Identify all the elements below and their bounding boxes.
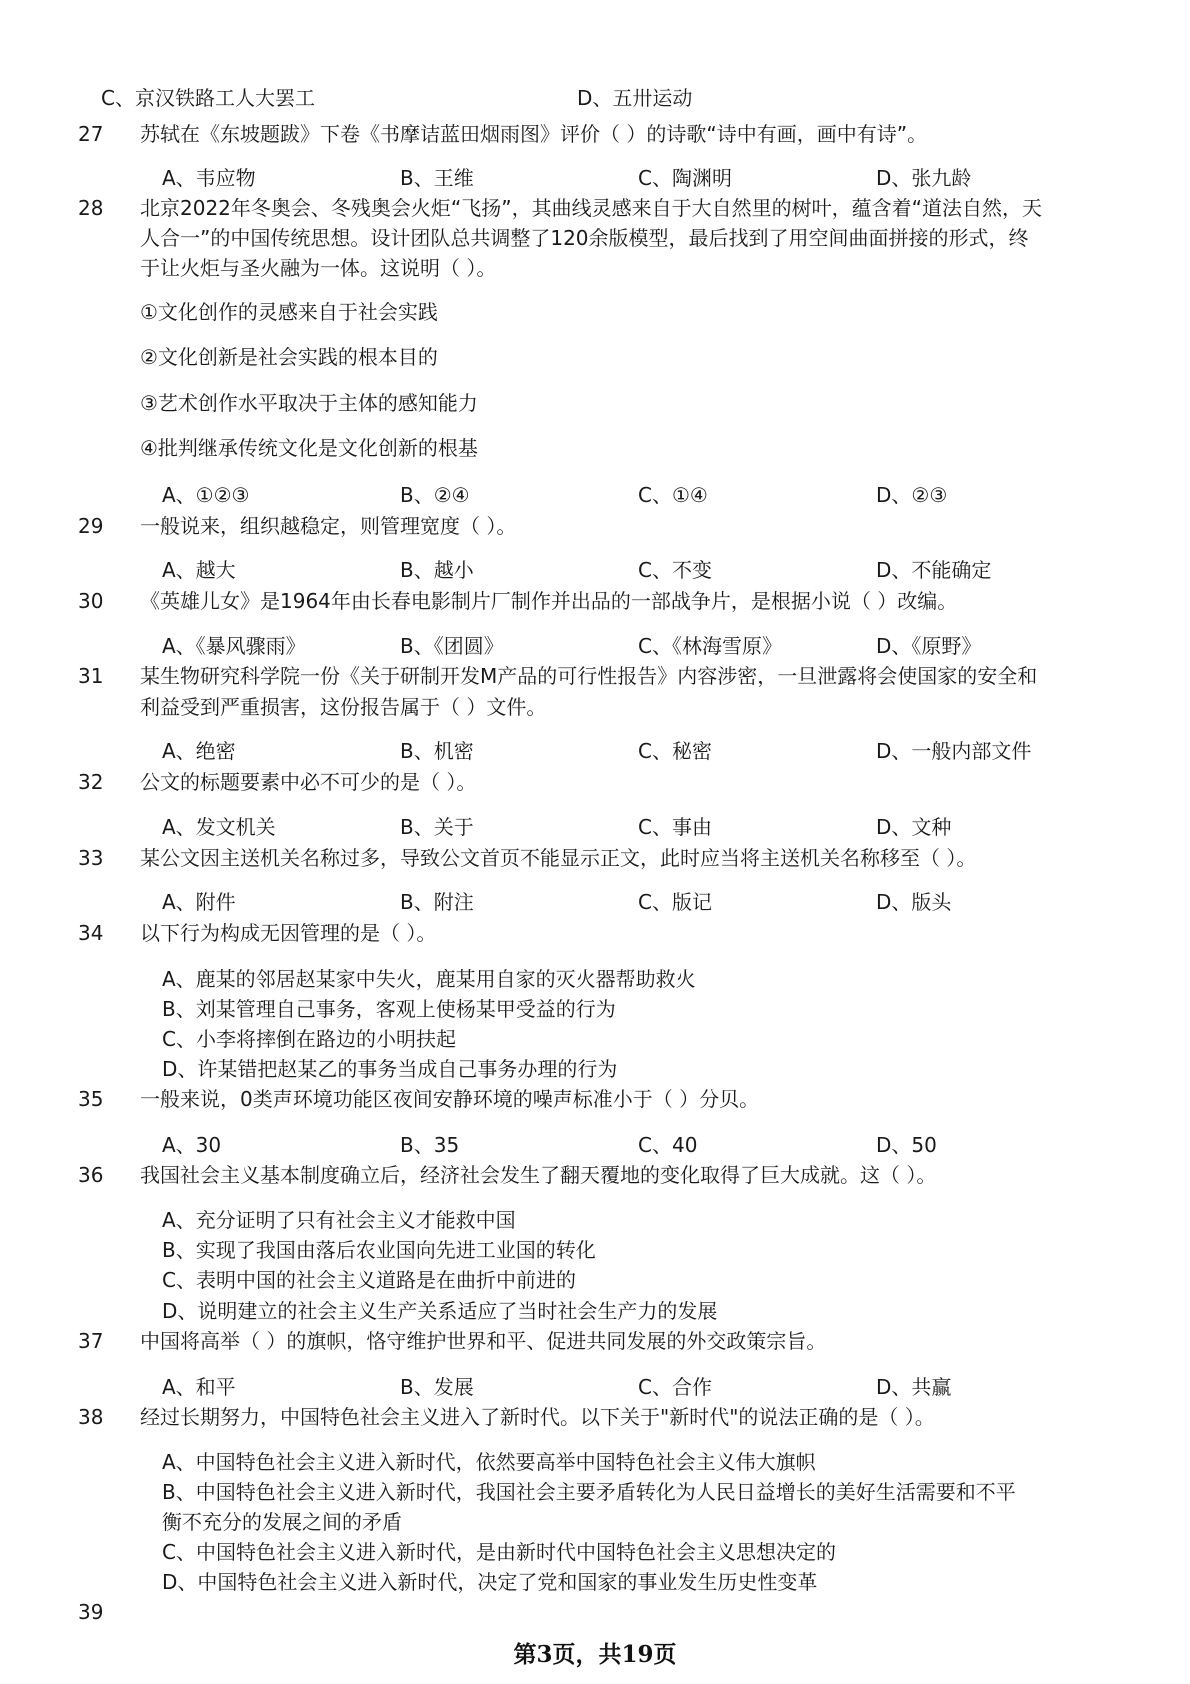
option-b: B、王维 bbox=[400, 166, 474, 190]
option-b: B、附注 bbox=[400, 890, 474, 914]
question-number: 37 bbox=[78, 1329, 104, 1353]
question-number: 34 bbox=[78, 921, 104, 945]
option-b: B、关于 bbox=[400, 815, 474, 839]
question-number: 33 bbox=[78, 846, 104, 870]
option-a: A、充分证明了只有社会主义才能救中国 bbox=[162, 1208, 516, 1232]
option-b: B、发展 bbox=[400, 1375, 474, 1399]
statement-text: ③艺术创作水平取决于主体的感知能力 bbox=[140, 391, 478, 415]
option-d: D、文种 bbox=[876, 815, 952, 839]
question-stem: 公文的标题要素中必不可少的是（ ）。 bbox=[140, 770, 477, 794]
question-stem-line-1: 某生物研究科学院一份《关于研制开发M产品的可行性报告》内容涉密，一旦泄露将会使国家的安全和 bbox=[140, 664, 1038, 688]
option-d: D、②③ bbox=[876, 483, 948, 507]
question-number: 36 bbox=[78, 1163, 104, 1187]
option-b-continuation: 衡不充分的发展之间的矛盾 bbox=[162, 1510, 402, 1534]
option-d: D、五卅运动 bbox=[577, 86, 693, 110]
question-number: 27 bbox=[78, 122, 104, 146]
option-d: D、版头 bbox=[876, 890, 952, 914]
option-b: B、《团圆》 bbox=[400, 634, 504, 658]
question-stem-line-2: 人合一”的中国传统思想。设计团队总共调整了120余版模型，最后找到了用空间曲面拼接的形式，终 bbox=[140, 226, 1029, 250]
option-a: A、鹿某的邻居赵某家中失火，鹿某用自家的灭火器帮助救火 bbox=[162, 967, 696, 991]
question-stem-line-2: 利益受到严重损害，这份报告属于（ ）文件。 bbox=[140, 695, 547, 719]
option-c: C、①④ bbox=[638, 483, 708, 507]
option-b: B、越小 bbox=[400, 558, 474, 582]
question-stem: 《英雄儿女》是1964年由长春电影制片厂制作并出品的一部战争片，是根据小说（ ）改编。 bbox=[140, 589, 958, 613]
option-c: C、陶渊明 bbox=[638, 166, 732, 190]
option-b: B、35 bbox=[400, 1133, 460, 1157]
option-d: D、说明建立的社会主义生产关系适应了当时社会生产力的发展 bbox=[162, 1299, 718, 1323]
option-a: A、发文机关 bbox=[162, 815, 276, 839]
question-stem: 中国将高举（ ）的旗帜，恪守维护世界和平、促进共同发展的外交政策宗旨。 bbox=[140, 1329, 827, 1353]
question-stem: 以下行为构成无因管理的是（ ）。 bbox=[140, 921, 437, 945]
option-c: C、事由 bbox=[638, 815, 712, 839]
option-a: A、韦应物 bbox=[162, 166, 256, 190]
question-stem: 我国社会主义基本制度确立后，经济社会发生了翻天覆地的变化取得了巨大成就。这（ ）。 bbox=[140, 1163, 937, 1187]
option-c: C、合作 bbox=[638, 1375, 712, 1399]
option-a: A、①②③ bbox=[162, 483, 250, 507]
question-stem: 某公文因主送机关名称过多，导致公文首页不能显示正文，此时应当将主送机关名称移至（ ）。 bbox=[140, 846, 977, 870]
question-number: 38 bbox=[78, 1405, 104, 1429]
question-number: 29 bbox=[78, 514, 104, 538]
question-stem: 苏轼在《东坡题跋》下卷《书摩诘蓝田烟雨图》评价（ ）的诗歌“诗中有画，画中有诗”。 bbox=[140, 122, 928, 146]
statement-text: ①文化创作的灵感来自于社会实践 bbox=[140, 300, 438, 324]
option-b: B、机密 bbox=[400, 739, 474, 763]
option-c: C、中国特色社会主义进入新时代，是由新时代中国特色社会主义思想决定的 bbox=[162, 1540, 836, 1564]
option-d: D、中国特色社会主义进入新时代，决定了党和国家的事业发生历史性变革 bbox=[162, 1570, 818, 1594]
option-a: A、和平 bbox=[162, 1375, 236, 1399]
option-a: A、附件 bbox=[162, 890, 236, 914]
option-b: B、中国特色社会主义进入新时代，我国社会主要矛盾转化为人民日益增长的美好生活需要和不平 bbox=[162, 1480, 1016, 1504]
question-number: 30 bbox=[78, 589, 104, 613]
option-c: C、版记 bbox=[638, 890, 712, 914]
option-d: D、《原野》 bbox=[876, 634, 982, 658]
option-d: D、50 bbox=[876, 1133, 937, 1157]
question-stem: 一般来说，0类声环境功能区夜间安静环境的噪声标准小于（ ）分贝。 bbox=[140, 1087, 760, 1111]
option-c: C、小李将摔倒在路边的小明扶起 bbox=[162, 1027, 456, 1051]
option-a: A、绝密 bbox=[162, 739, 236, 763]
option-a: A、越大 bbox=[162, 558, 236, 582]
option-b: B、②④ bbox=[400, 483, 470, 507]
option-c: C、秘密 bbox=[638, 739, 712, 763]
option-a: A、《暴风骤雨》 bbox=[162, 634, 306, 658]
question-stem-line-3: 于让火炬与圣火融为一体。这说明（ ）。 bbox=[140, 256, 497, 280]
option-c: C、《林海雪原》 bbox=[638, 634, 782, 658]
option-b: B、刘某管理自己事务，客观上使杨某甲受益的行为 bbox=[162, 997, 616, 1021]
question-number: 32 bbox=[78, 770, 104, 794]
option-d: D、许某错把赵某乙的事务当成自己事务办理的行为 bbox=[162, 1057, 618, 1081]
option-d: D、共赢 bbox=[876, 1375, 952, 1399]
option-d: D、一般内部文件 bbox=[876, 739, 1032, 763]
question-stem: 经过长期努力，中国特色社会主义进入了新时代。以下关于"新时代"的说法正确的是（ ）。 bbox=[140, 1405, 935, 1429]
question-stem-line-1: 北京2022年冬奥会、冬残奥会火炬“飞扬”，其曲线灵感来自于大自然里的树叶，蕴含着“道法自然，天 bbox=[140, 196, 1042, 220]
question-number: 31 bbox=[78, 664, 104, 688]
question-number: 39 bbox=[78, 1600, 104, 1624]
option-a: A、30 bbox=[162, 1133, 222, 1157]
option-d: D、不能确定 bbox=[876, 558, 992, 582]
option-b: B、实现了我国由落后农业国向先进工业国的转化 bbox=[162, 1238, 596, 1262]
option-a: A、中国特色社会主义进入新时代，依然要高举中国特色社会主义伟大旗帜 bbox=[162, 1450, 816, 1474]
question-stem: 一般说来，组织越稳定，则管理宽度（ ）。 bbox=[140, 514, 517, 538]
option-c: C、表明中国的社会主义道路是在曲折中前进的 bbox=[162, 1268, 576, 1292]
option-c: C、40 bbox=[638, 1133, 698, 1157]
question-number: 35 bbox=[78, 1087, 104, 1111]
option-c: C、京汉铁路工人大罢工 bbox=[101, 86, 315, 110]
question-number: 28 bbox=[78, 196, 104, 220]
option-c: C、不变 bbox=[638, 558, 712, 582]
statement-text: ④批判继承传统文化是文化创新的根基 bbox=[140, 436, 478, 460]
option-d: D、张九龄 bbox=[876, 166, 972, 190]
page-number: 第3页，共19页 bbox=[513, 1641, 677, 1668]
statement-text: ②文化创新是社会实践的根本目的 bbox=[140, 345, 438, 369]
